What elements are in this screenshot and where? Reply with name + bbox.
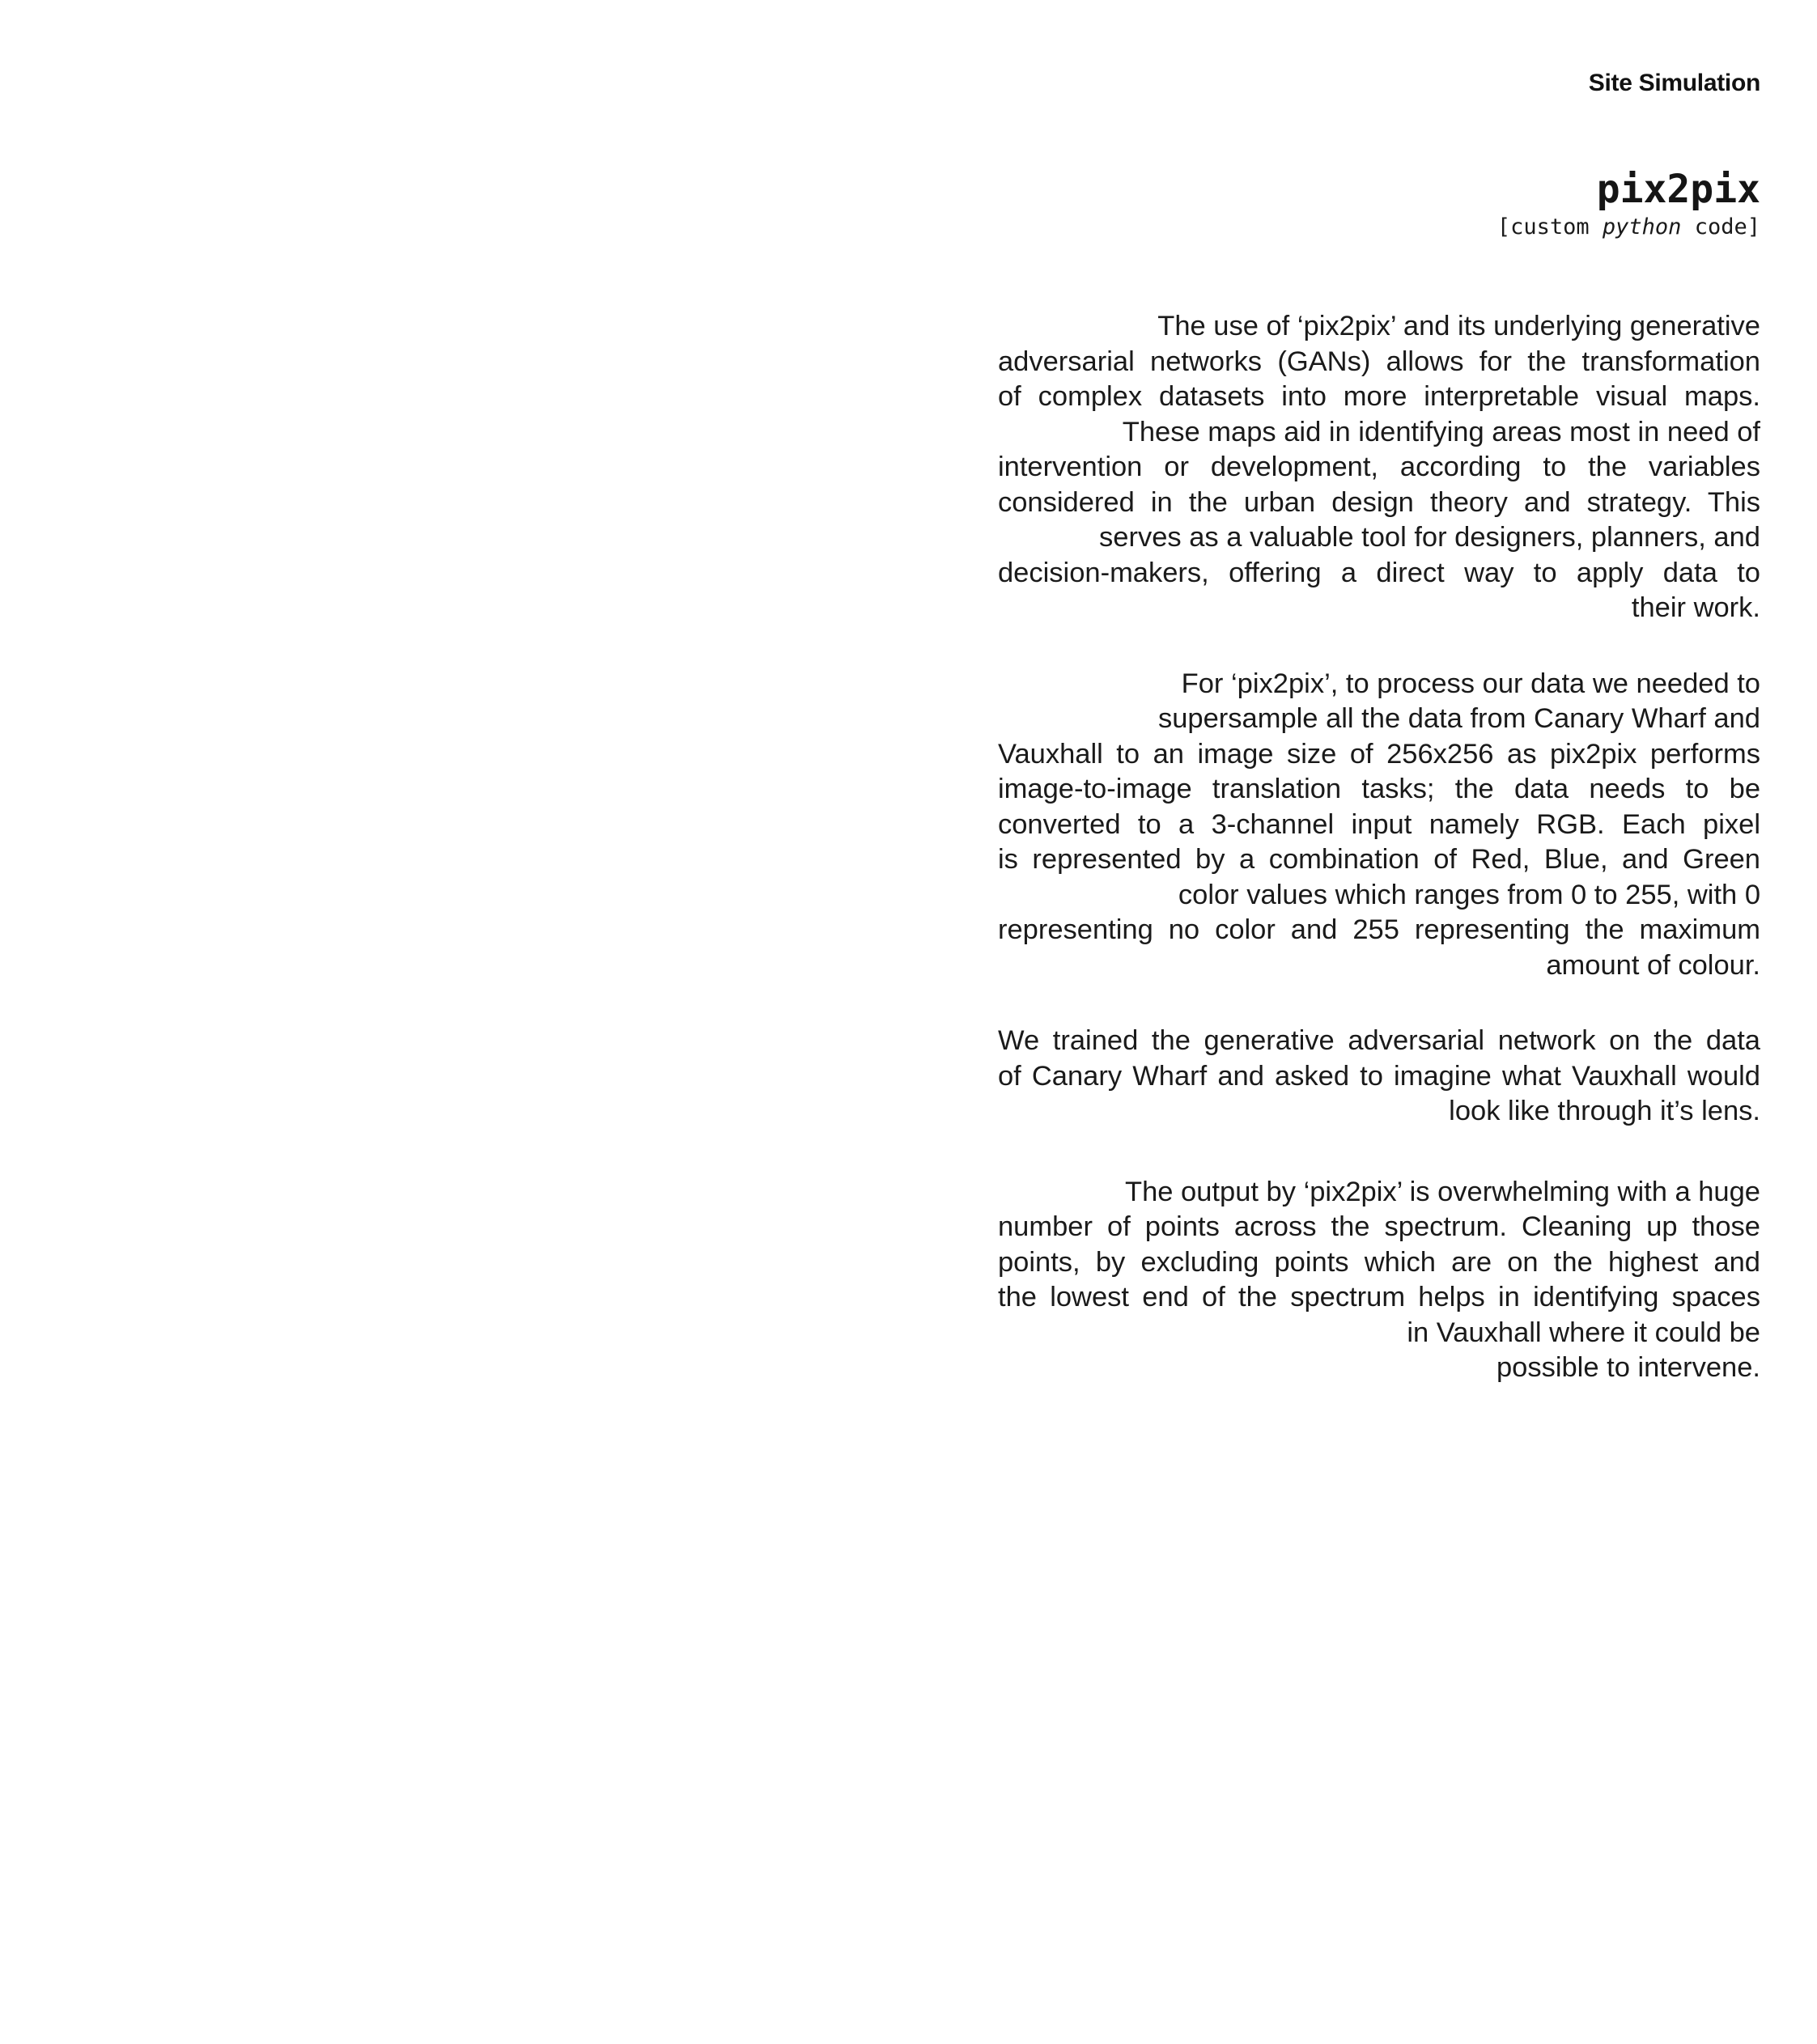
paragraph-data-processing bbox=[998, 667, 1760, 984]
page-subtitle bbox=[1497, 214, 1760, 241]
text-line: color values which ranges from 0 to 255, with 0 bbox=[1178, 879, 1760, 910]
text-line: is represented by a combination of Red, Blue, and Green bbox=[998, 844, 1760, 875]
text-line: For ‘pix2pix’, to process our data we needed to bbox=[1181, 668, 1760, 699]
text-line: number of points across the spectrum. Cleaning up those bbox=[998, 1211, 1760, 1242]
text-line: We trained the generative adversarial network on the data bbox=[998, 1025, 1760, 1056]
text-line: Vauxhall to an image size of 256x256 as pix2pix performs bbox=[998, 738, 1760, 770]
subtitle-close: code] bbox=[1681, 214, 1760, 240]
paragraph-training bbox=[998, 1024, 1760, 1130]
text-line: look like through it’s lens. bbox=[1449, 1096, 1760, 1126]
text-line: decision-makers, offering a direct way to apply data to bbox=[998, 557, 1760, 588]
text-line: serves as a valuable tool for designers, planners, and bbox=[1099, 522, 1760, 553]
text-line: image-to-image translation tasks; the data needs to be bbox=[998, 774, 1760, 804]
section-label: Site Simulation bbox=[1588, 70, 1760, 96]
text-line: of complex datasets into more interpretable visual maps. bbox=[998, 381, 1760, 412]
text-line: representing no color and 255 representing the maximum bbox=[998, 914, 1760, 945]
text-line: of Canary Wharf and asked to imagine what Vauxhall would bbox=[998, 1060, 1760, 1092]
title-block bbox=[1497, 165, 1760, 241]
page-title: pix2pix bbox=[1596, 167, 1760, 212]
text-line: The output by ‘pix2pix’ is overwhelming with a huge bbox=[1125, 1176, 1760, 1207]
text-line: These maps aid in identifying areas most in need of bbox=[1122, 416, 1760, 447]
text-line: supersample all the data from Canary Wharf and bbox=[1157, 703, 1760, 734]
text-line: amount of colour. bbox=[1546, 949, 1760, 981]
subtitle-emphasis: python bbox=[1602, 214, 1682, 240]
text-line: converted to a 3-channel input namely RGB. Each pixel bbox=[998, 808, 1760, 840]
body-text bbox=[998, 309, 1760, 1427]
paragraph-gans-overview bbox=[998, 309, 1760, 626]
text-line: the lowest end of the spectrum helps in identifying spaces bbox=[998, 1282, 1760, 1312]
text-line: intervention or development, according to the variables bbox=[998, 452, 1760, 482]
subtitle-open: [custom bbox=[1496, 214, 1603, 240]
text-line: possible to intervene. bbox=[1496, 1352, 1760, 1383]
paragraph-output bbox=[998, 1175, 1760, 1386]
text-line: adversarial networks (GANs) allows for the transformation bbox=[998, 346, 1760, 377]
text-line: considered in the urban design theory and strategy. This bbox=[998, 486, 1760, 518]
text-line: points, by excluding points which are on the highest and bbox=[998, 1246, 1760, 1278]
text-line: The use of ‘pix2pix’ and its underlying generative bbox=[1157, 311, 1760, 341]
text-line: their work. bbox=[1631, 592, 1760, 623]
text-line: in Vauxhall where it could be bbox=[1407, 1317, 1760, 1348]
